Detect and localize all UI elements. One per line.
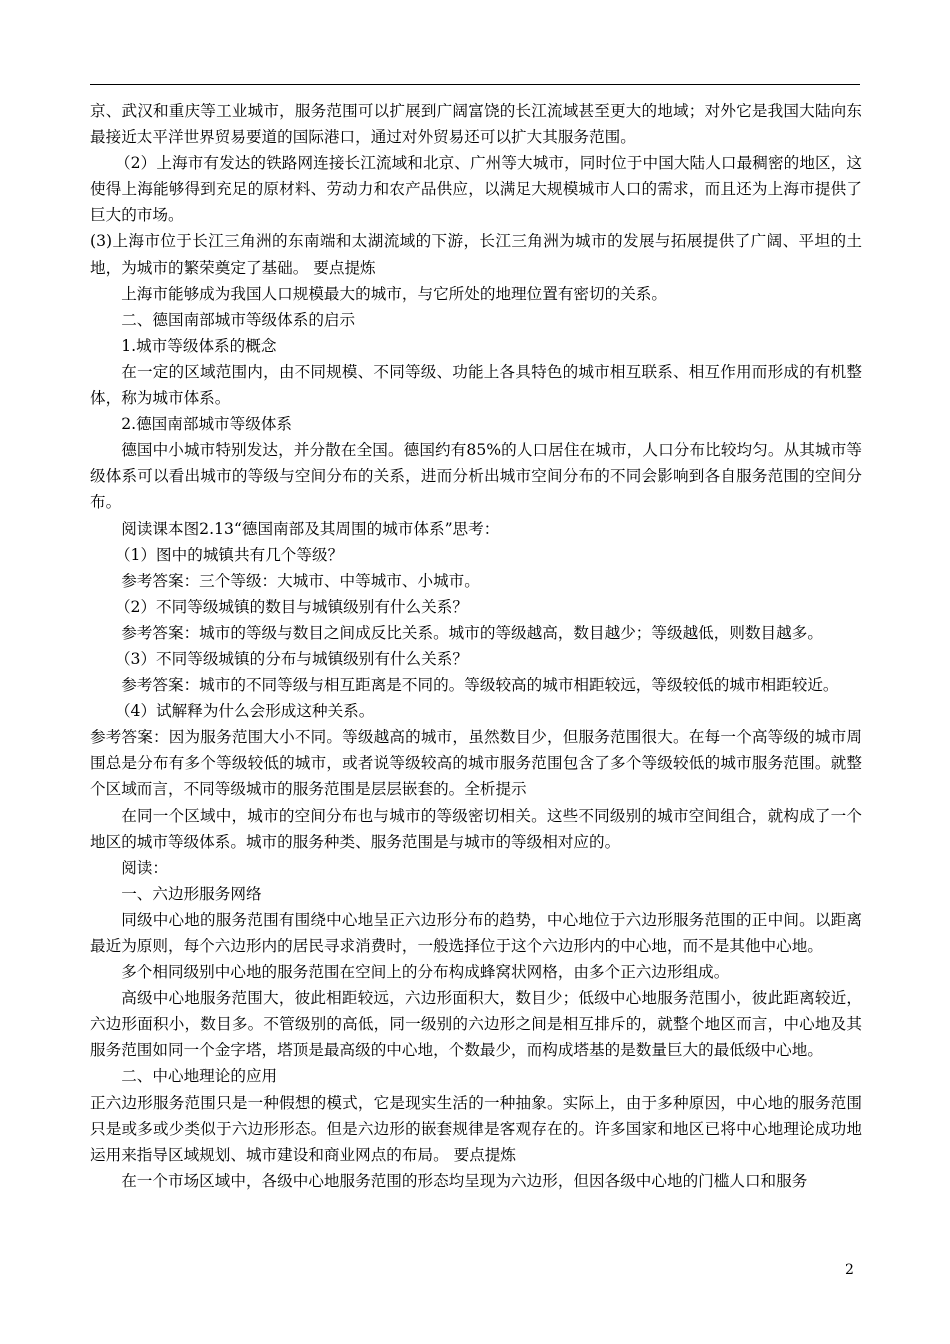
paragraph: 在同一个区域中，城市的空间分布也与城市的等级密切相关。这些不同级别的城市空间组合，就构成了一个地区的城市等级体系。城市的服务种类、服务范围是与城市的等级相对应的。 <box>90 806 862 851</box>
paragraph: 上海市能够成为我国人口规模最大的城市，与它所处的地理位置有密切的关系。 <box>121 284 667 303</box>
paragraph: 高级中心地服务范围大，彼此相距较远，六边形面积大，数目少；低级中心地服务范围小，彼此距离较近，六边形面积小，数目多。不管级别的高低，同一级别的六边形之间是相互排斥的，就整个地区而言，中心地及其服务范围如同一个金字塔，塔顶是最高级的中心地，个数最少，而构成塔基的是数量巨大的最低级中心地。 <box>90 989 862 1060</box>
paragraph: 同级中心地的服务范围有围绕中心地呈正六边形分布的趋势，中心地位于六边形服务范围的正中间。以距离最近为原则，每个六边形内的居民寻求消费时，一般选择位于这个六边形内的中心地，而不是其他中心地。 <box>90 910 862 955</box>
body-text <box>90 98 862 1194</box>
paragraph: 德国中小城市特别发达，并分散在全国。德国约有85%的人口居住在城市，人口分布比较均匀。从其城市等级体系可以看出城市的等级与空间分布的关系，进而分析出城市空间分布的不同会影响到各自服务范围的空间分布。 <box>90 441 862 512</box>
paragraph: 在一个市场区域中，各级中心地服务范围的形态均呈现为六边形，但因各级中心地的门槛人口和服务 <box>121 1171 808 1190</box>
paragraph: （3）不同等级城镇的分布与城镇级别有什么关系？ <box>114 649 468 668</box>
paragraph: 正六边形服务范围只是一种假想的模式，它是现实生活的一种抽象。实际上，由于多种原因，中心地的服务范围只是或多或少类似于六边形形态。但是六边形的嵌套规律是客观存在的。许多国家和地区已将中心地理论成功地运用来指导区域规划、城市建设和商业网点的布局。 要点提炼 <box>90 1093 862 1164</box>
paragraph: 二、德国南部城市等级体系的启示 <box>121 310 356 329</box>
paragraph: 二、中心地理论的应用 <box>121 1067 278 1086</box>
paragraph: 在一定的区域范围内，由不同规模、不同等级、功能上各具特色的城市相互联系、相互作用而形成的有机整体，称为城市体系。 <box>90 362 862 408</box>
paragraph: 阅读： <box>121 858 168 877</box>
paragraph: 2.德国南部城市等级体系 <box>121 415 293 434</box>
paragraph: （1）图中的城镇共有几个等级？ <box>114 545 344 564</box>
paragraph: 多个相同级别中心地的服务范围在空间上的分布构成蜂窝状网格，由多个正六边形组成。 <box>121 963 730 982</box>
paragraph: （4）试解释为什么会形成这种关系。 <box>114 702 375 721</box>
paragraph: 参考答案：三个等级：大城市、中等城市、小城市。 <box>121 571 480 590</box>
paragraph: 阅读课本图2.13“德国南部及其周围的城市体系”思考： <box>121 519 500 538</box>
header-rule <box>90 84 860 85</box>
paragraph: 参考答案：因为服务范围大小不同。等级越高的城市，虽然数目少，但服务范围很大。在每一个高等级的城市周围总是分布有多个等级较低的城市，或者说等级较高的城市服务范围包含了多个等级较低的城市服务范围。就整个区域而言，不同等级城市的服务范围是层层嵌套的。全析提示 <box>90 728 862 799</box>
paragraph: 参考答案：城市的等级与数目之间成反比关系。城市的等级越高，数目越少；等级越低，则数目越多。 <box>121 623 823 642</box>
paragraph: (3)上海市位于长江三角洲的东南端和太湖流域的下游，长江三角洲为城市的发展与拓展提供了广阔、平坦的土地，为城市的繁荣奠定了基础。 要点提炼 <box>90 232 862 277</box>
paragraph: （2）上海市有发达的铁路网连接长江流域和北京、广州等大城市，同时位于中国大陆人口最稠密的地区，这使得上海能够得到充足的原材料、劳动力和农产品供应，以满足大规模城市人口的需求，而且还为上海市提供了巨大的市场。 <box>90 154 862 225</box>
paragraph: 一、六边形服务网络 <box>121 884 262 903</box>
paragraph: 京、武汉和重庆等工业城市，服务范围可以扩展到广阔富饶的长江流域甚至更大的地域；对外它是我国大陆向东最接近太平洋世界贸易要道的国际港口，通过对外贸易还可以扩大其服务范围。 <box>90 102 862 147</box>
page-number: 2 <box>845 1262 854 1278</box>
paragraph: （2）不同等级城镇的数目与城镇级别有什么关系？ <box>114 597 468 616</box>
paragraph: 1.城市等级体系的概念 <box>121 336 277 355</box>
paragraph: 参考答案：城市的不同等级与相互距离是不同的。等级较高的城市相距较远，等级较低的城市相距较近。 <box>121 676 839 695</box>
